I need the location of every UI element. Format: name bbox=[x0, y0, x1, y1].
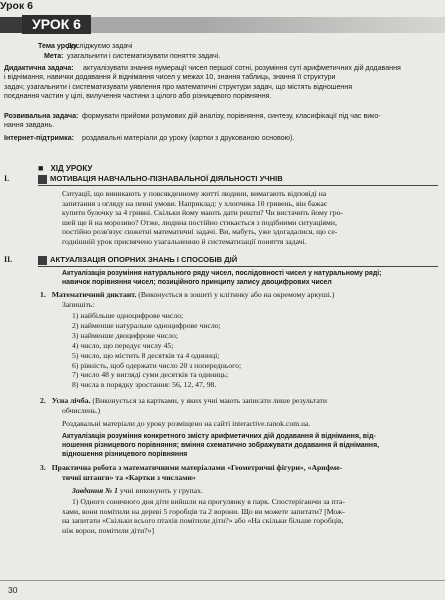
meta-didactic-text bbox=[83, 64, 443, 73]
item-heading: Усна лічба. bbox=[51, 396, 91, 405]
text-line: навичок порівняння чисел; позиційного принципу запису двоцифрових чисел bbox=[62, 279, 332, 286]
text-line: на запитати «Скільки всього птахів помітили діти?» або «На скільки більше горобців, bbox=[62, 516, 344, 526]
meta-topic bbox=[38, 42, 438, 51]
section-title: МОТИВАЦІЯ НАВЧАЛЬНО-ПІЗНАВАЛЬНОЇ ДІЯЛЬНОСТІ УЧНІВ bbox=[50, 174, 283, 183]
square-bullet-icon: ■ bbox=[38, 163, 44, 173]
dictation-write: Запишіть: bbox=[62, 300, 95, 309]
task-label: Завдання № 1 bbox=[72, 486, 118, 495]
meta-value: Досліджуємо задачі bbox=[67, 42, 133, 50]
handout-note: Роздавальні матеріали до уроку розміщено на сайті interactive.ranok.com.ua. bbox=[62, 419, 311, 428]
meta-value: узагальнити і систематизувати поняття задачі. bbox=[67, 52, 221, 60]
task-text: учні виконують у групах. bbox=[117, 486, 203, 495]
text-line: купити булочку за 4 гривні. Скільки йому мають дати решти? Чи вистачить йому гро- bbox=[62, 208, 343, 218]
text-line: Актуалізація розуміння натурального ряду чисел, послідовності чисел у натуральному ряді; bbox=[62, 270, 382, 277]
section-marker bbox=[38, 175, 47, 184]
section-number: II. bbox=[4, 255, 13, 264]
page-number: 30 bbox=[8, 585, 18, 595]
meta-value: формувати прийоми розумових дій аналізу, порівняння, синтезу, класифікації під час вико- bbox=[82, 112, 381, 120]
item-oral-count bbox=[40, 396, 440, 406]
dictation-list bbox=[72, 311, 432, 390]
item-text: (Виконується за картками, у яких учні мають записати лише результати bbox=[90, 396, 328, 405]
item-oral-count-cont: обчислень.) bbox=[62, 406, 101, 415]
text-line: ношення різницевого порівняння; вміння схематично зображувати додавання й віднімання, bbox=[62, 442, 380, 449]
meta-internet bbox=[4, 134, 442, 143]
list-item: 4) число, що передує числу 45; bbox=[72, 340, 174, 350]
item-dictation bbox=[40, 290, 440, 300]
meta-developmental bbox=[4, 112, 442, 131]
lesson-flow-title: ХІД УРОКУ bbox=[50, 164, 93, 173]
list-item: 5) число, що містить 8 десятків та 4 одиниці; bbox=[72, 350, 220, 360]
meta-line: задач; узагальнити і систематизувати уявлення про математичні структури задач, що містять відношення bbox=[4, 82, 353, 91]
meta-label: Розвивальна задача: bbox=[4, 112, 79, 120]
text-line: шей ще й на морозиво? Отже, людина постійно стикається з подібними ситуаціями, bbox=[62, 217, 337, 227]
meta-line: нання завдань. bbox=[4, 121, 55, 130]
task-text-block bbox=[62, 497, 440, 535]
meta-didactic-cont bbox=[4, 73, 442, 101]
section-title: АКТУАЛІЗАЦІЯ ОПОРНИХ ЗНАНЬ І СПОСОБІВ ДІЙ bbox=[50, 255, 238, 264]
meta-label: Мета: bbox=[44, 52, 64, 60]
item-heading: Практична робота з математичними матеріалами «Геометричні фігури», «Арифме- bbox=[51, 463, 343, 472]
section-number: I. bbox=[4, 174, 10, 183]
item-number: 2. bbox=[40, 396, 46, 405]
text-line: Ситуації, що виникають у повсякденному житті людини, вимагають відповіді на bbox=[62, 189, 327, 198]
section-rule bbox=[38, 185, 438, 186]
list-item: 7) число 48 у вигляді суми десятків та одиниць; bbox=[72, 370, 229, 380]
text-line: годнішній урок присвячено узагальненню й систематизації поняття задачі. bbox=[62, 236, 307, 246]
subheading-arithmetic bbox=[62, 432, 442, 459]
section1-text bbox=[62, 189, 440, 247]
running-header: Урок 6 bbox=[0, 0, 33, 12]
meta-line: актуалізувати знання нумерації чисел першої сотні, розуміння суті арифметичних дій додавання bbox=[83, 64, 401, 72]
item-practical-cont: тичні штанги» та «Картки з числами» bbox=[62, 473, 196, 482]
meta-label: Дидактична задача: bbox=[4, 64, 74, 72]
text-line: відношення різницевого порівняння bbox=[62, 451, 188, 458]
item-heading: Математичний диктант. bbox=[51, 290, 137, 299]
item-number: 3. bbox=[40, 463, 46, 472]
meta-label: Тема уроку. bbox=[38, 42, 79, 50]
list-item: 1) найбільше одноцифрове число; bbox=[72, 311, 184, 320]
section-rule bbox=[38, 266, 438, 267]
meta-value: роздавальні матеріали до уроку (картки з друкованою основою). bbox=[82, 134, 295, 142]
meta-line: і віднімання, навички додавання й віднімання чисел у межах 10, знання таблиць, знання її структури bbox=[4, 73, 336, 82]
item-text: (Виконується в зошиті у клітинку або на окремому аркуші.) bbox=[136, 290, 335, 299]
subheading-natural-numbers bbox=[62, 269, 442, 287]
lesson-title: УРОК 6 bbox=[22, 15, 91, 34]
text-line: Актуалізація розуміння конкретного змісту арифметичних дій додавання й віднімання, від- bbox=[62, 433, 376, 440]
list-item: 8) числа в порядку зростання: 56, 12, 47, 98. bbox=[72, 380, 217, 390]
task-intro bbox=[72, 486, 442, 496]
list-item: 2) найменше натуральне одноцифрове число; bbox=[72, 320, 221, 330]
section-marker bbox=[38, 256, 47, 265]
item-practical bbox=[40, 463, 440, 473]
item-number: 1. bbox=[40, 290, 46, 299]
text-line: ніж ворон, помітили діти?»] bbox=[62, 525, 155, 535]
footer-rule bbox=[0, 580, 445, 581]
meta-line: поєднання частин у цілі, вилучення частини з цілого або різницевого порівняння. bbox=[4, 91, 272, 100]
text-line: хами, вони помітили на дереві 5 горобців та 2 ворони. Що ви можете запитати? [Мож- bbox=[62, 506, 345, 516]
text-line: 1) Одного сонячного дня діти вийшли на прогулянку в парк. Спостерігаючи за пта- bbox=[72, 497, 345, 506]
text-line: запитання з огляду на певні умови. Наприклад: у хлопчика 10 гривень, він бажає bbox=[62, 198, 328, 208]
text-line: постійно розв'язує сюжетні математичні задачі. Ви, мабуть, уже здогадалися, що се- bbox=[62, 227, 338, 237]
list-item: 6) рівність, щоб одержати число 20 з попереднього; bbox=[72, 360, 242, 370]
meta-label: Інтернет-підтримка: bbox=[4, 134, 75, 142]
list-item: 3) найменше двоцифрове число; bbox=[72, 330, 178, 340]
